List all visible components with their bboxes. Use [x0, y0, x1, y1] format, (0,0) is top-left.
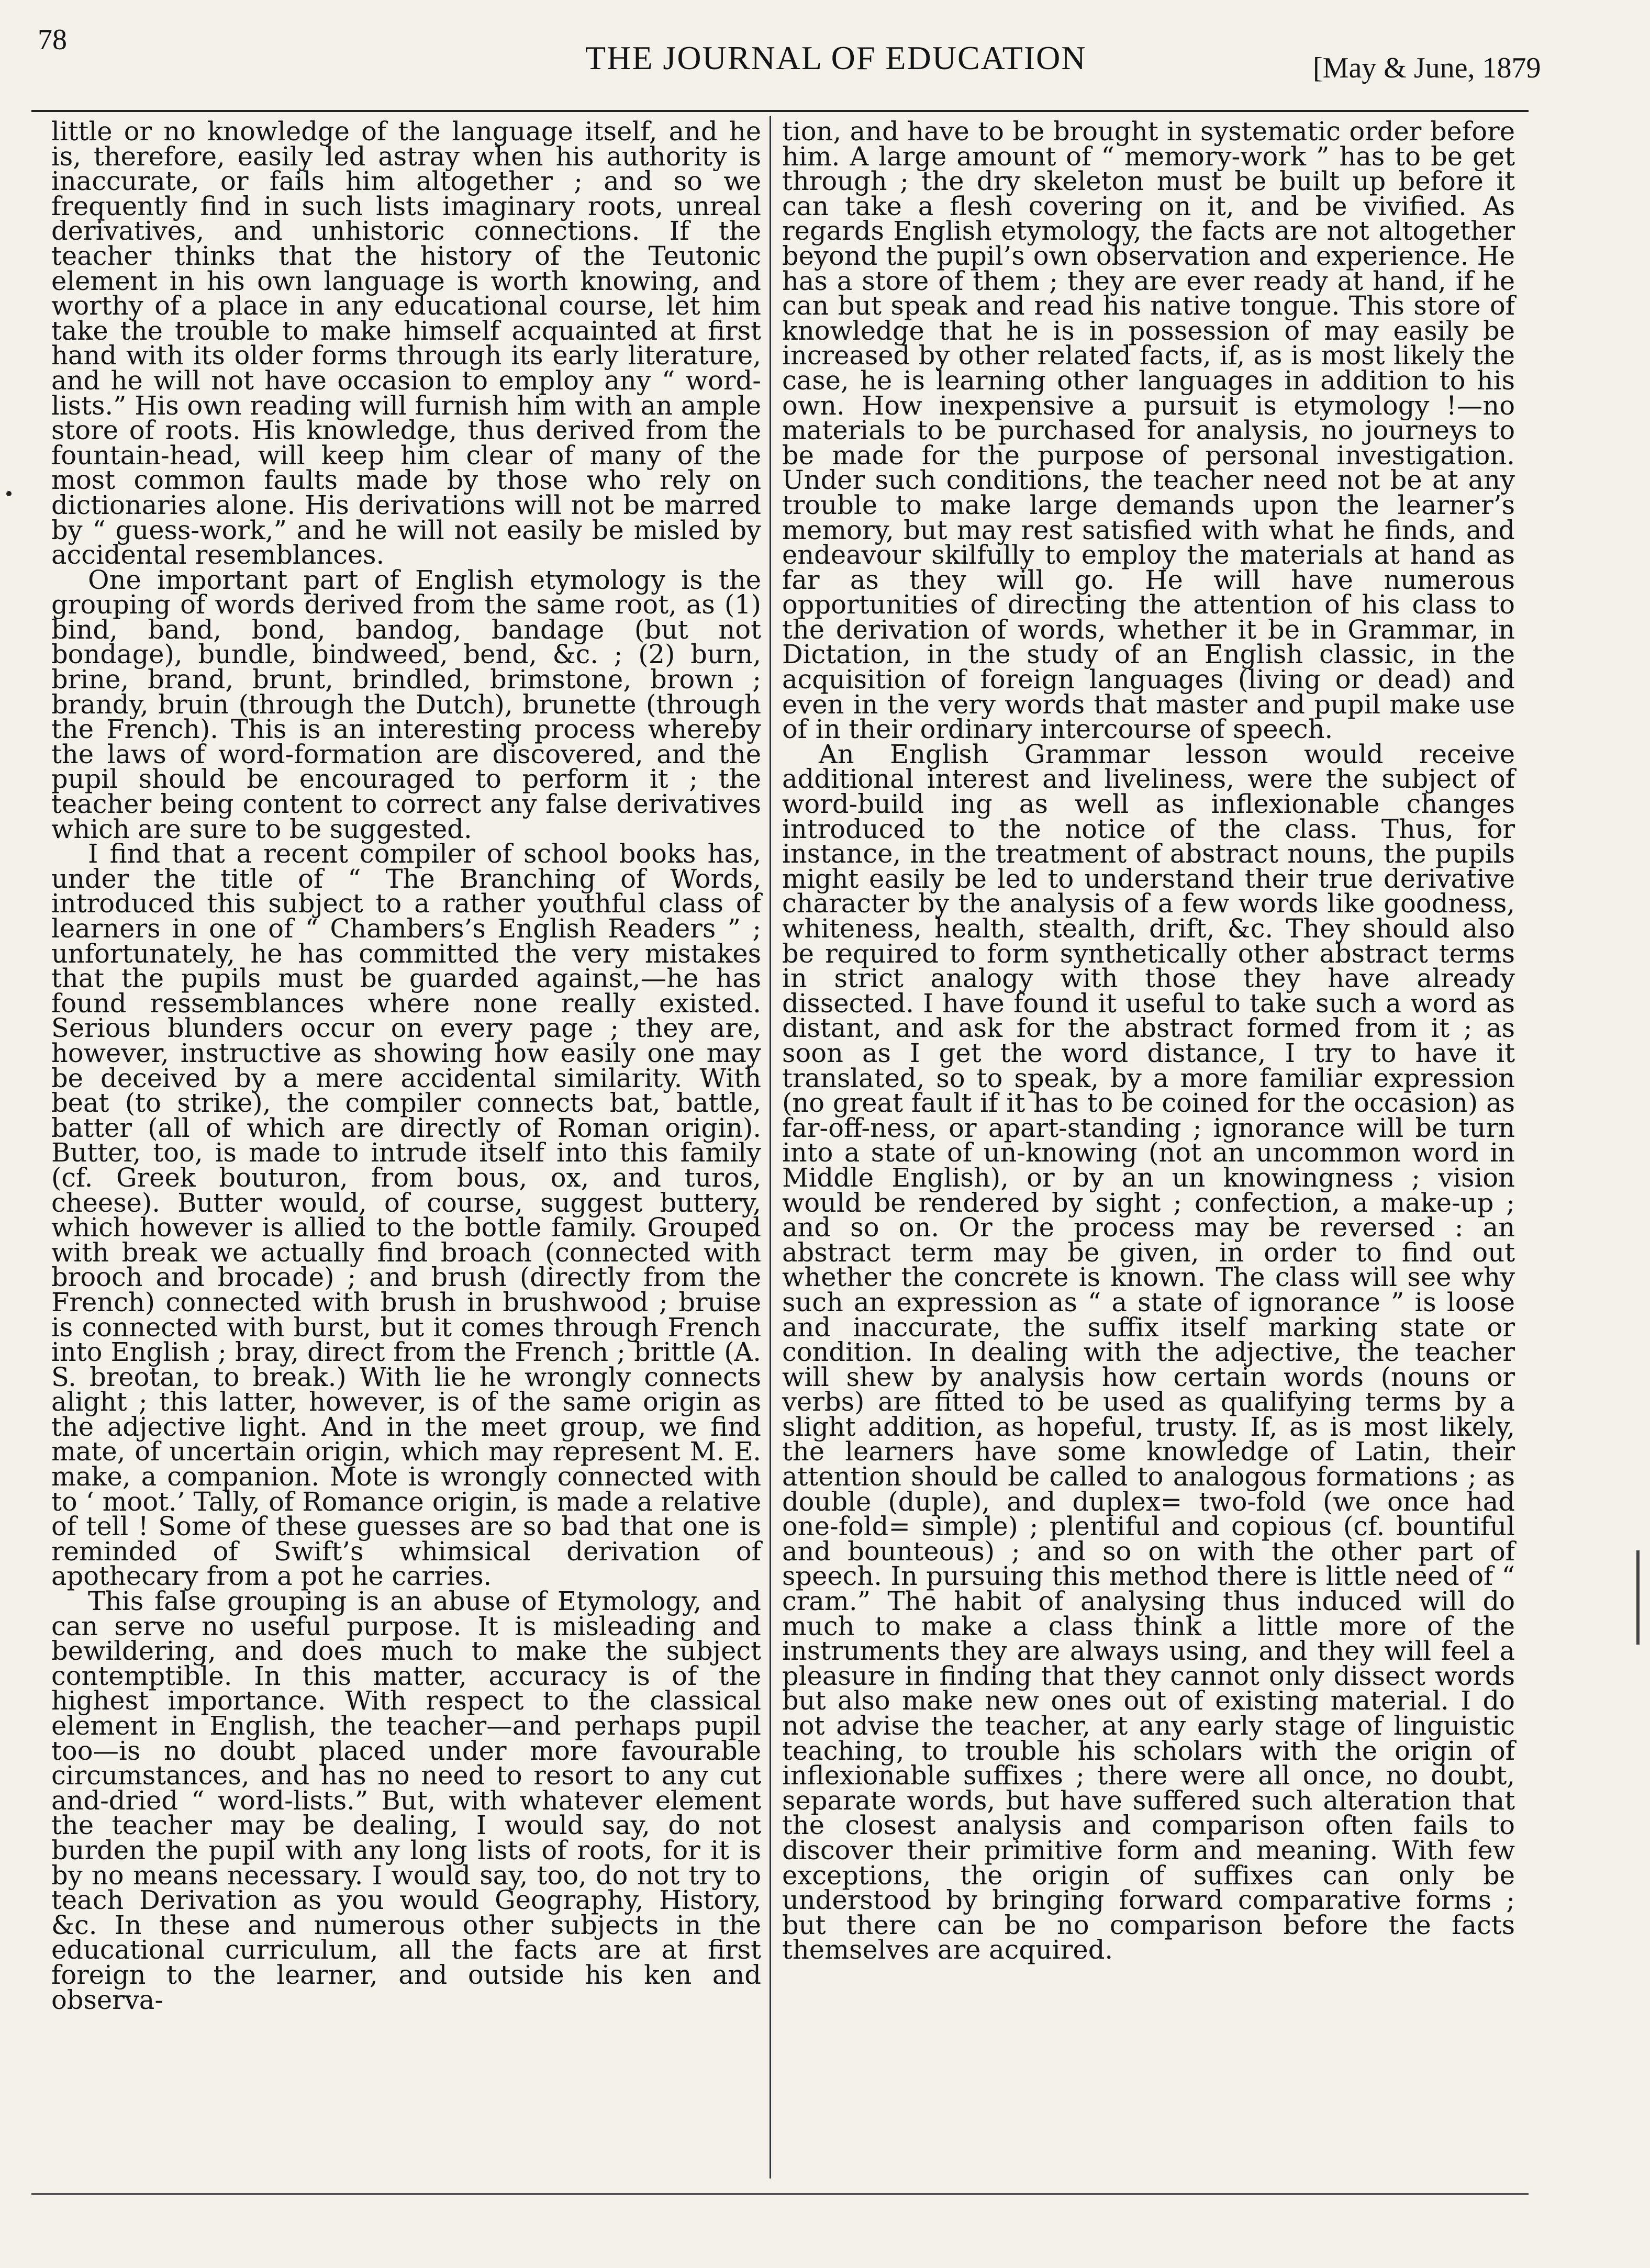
- right-paragraph-1: tion, and have to be brought in systematic order before him. A large amount of “ memory-work ” has to be get through ; the dry skeleton must be built up before it can take a flesh covering on it, and be vivified. As regards English etymology, the facts are not altogether beyond the pupil’s own observation and experience. He has a store of them ; they are ever ready at hand, if he can but speak and read his native tongue. This store of knowledge that he is in possession of may easily be increased by other related facts, if, as is most likely the case, he is learning other languages in addition to his own. How inexpensive a pursuit is etymology !—no materials to be purchased for analysis, no journeys to be made for the purpose of personal investigation. Under such conditions, the teacher need not be at any trouble to make large demands upon the learner’s memory, but may rest satisfied with what he finds, and endeavour skilfully to employ the materials at hand as far as they will go. He will have numerous opportunities of directing the attention of his class to the derivation of words, whether it be in Grammar, in Dictation, in the study of an English classic, in the acquisition of foreign languages (living or dead) and even in the very words that master and pupil make use of in their ordinary intercourse of speech.: [782, 116, 1515, 745]
- left-column: [51, 116, 761, 2015]
- column-divider: [770, 116, 771, 2178]
- left-paragraph-1: little or no knowledge of the language itself, and he is, therefore, easily led astray when his authority is inaccurate, or fails him altogether ; and so we frequently find in such lists imaginary roots, unreal derivatives, and unhistoric connections. If the teacher thinks that the history of the Teutonic element in his own language is worth knowing, and worthy of a place in any educational course, let him take the trouble to make himself acquainted at first hand with its older forms through its early literature, and he will not have occasion to employ any “ word-lists.” His own reading will furnish him with an ample store of roots. His knowledge, thus derived from the fountain-head, will keep him clear of many of the most common faults made by those who rely on dictionaries alone. His derivations will not be marred by “ guess-work,” and he will not easily be misled by accidental resemblances.: [51, 116, 761, 571]
- journal-title: THE JOURNAL OF EDUCATION: [585, 39, 1087, 76]
- right-column: [782, 116, 1515, 1965]
- page-number: 78: [38, 24, 67, 56]
- left-paragraph-2: One important part of English etymology is the grouping of words derived from the same root, as (1) bind, band, bond, bandog, bandage (but not bondage), bundle, bindweed, bend, &c. ; (2) burn, brine, brand, brunt, brindled, brimstone, brown ; brandy, bruin (through the Dutch), brunette (through the French). This is an interesting process whereby the laws of word-formation are discovered, and the pupil should be encouraged to perform it ; the teacher being content to correct any false derivatives which are sure to be suggested.: [51, 564, 761, 844]
- left-paragraph-3: I find that a recent compiler of school books has, under the title of “ The Branching of Words, introduced this subject to a rather youthful class of learners in one of “ Chambers’s English Readers ” ; unfortunately, he has committed the very mistakes that the pupils must be guarded against,—he has found ressemblances where none really existed. Serious blunders occur on every page ; they are, however, instructive as showing how easily one may be deceived by a mere accidental similarity. With beat (to strike), the compiler connects bat, battle, batter (all of which are directly of Roman origin). Butter, too, is made to intrude itself into this family (cf. Greek bouturon, from bous, ox, and turos, cheese). Butter would, of course, suggest buttery, which however is allied to the bottle family. Grouped with break we actually find broach (connected with brooch and brocade) ; and brush (directly from the French) connected with brush in brushwood ; bruise is connected with burst, but it comes through French into English ; bray, direct from the French ; brittle (A. S. breotan, to break.) With lie he wrongly connects alight ; this latter, however, is of the same origin as the adjective light. And in the meet group, we find mate, of uncertain origin, which may represent M. E. make, a companion. Mote is wrongly connected with to ‘ moot.’ Tally, of Romance origin, is made a relative of tell ! Some of these guesses are so bad that one is reminded of Swift’s whimsical derivation of apothecary from a pot he carries.: [51, 839, 761, 1592]
- margin-dot: [6, 491, 12, 496]
- left-paragraph-4: This false grouping is an abuse of Etymology, and can serve no useful purpose. It is misleading and bewildering, and does much to make the subject contemptible. In this matter, accuracy is of the highest importance. With respect to the classical element in English, the teacher—and perhaps pupil too—is no doubt placed under more favourable circumstances, and has no need to resort to any cut and-dried “ word-lists.” But, with whatever element the teacher may be dealing, I would say, do not burden the pupil with any long lists of roots, for it is by no means necessary. I would say, too, do not try to teach Derivation as you would Geography, History, &c. In these and numerous other subjects in the educational curriculum, all the facts are at first foreign to the learner, and outside his ken and observa-: [51, 1586, 761, 2015]
- header-rule: [31, 110, 1529, 112]
- page-edge-mark: [1636, 1550, 1640, 1645]
- right-paragraph-2: An English Grammar lesson would receive additional interest and liveliness, were the subject of word-build ing as well as inflexionable changes introduced to the notice of the class. Thus, for instance, in the treatment of abstract nouns, the pupils might easily be led to understand their true derivative character by the analysis of a few words like goodness, whiteness, health, stealth, drift, &c. They should also be required to form synthetically other abstract terms in strict analogy with those they have already dissected. I have found it useful to take such a word as distant, and ask for the abstract formed from it ; as soon as I get the word distance, I try to have it translated, so to speak, by a more familiar expression (no great fault if it has to be coined for the occasion) as far-off-ness, or apart-standing ; ignorance will be turn into a state of un-knowing (not an uncommon word in Middle English), or by an un knowingness ; vision would be rendered by sight ; confection, a make-up ; and so on. Or the process may be reversed : an abstract term may be given, in order to find out whether the concrete is known. The class will see why such an expression as “ a state of ignorance ” is loose and inaccurate, the suffix itself marking state or condition. In dealing with the adjective, the teacher will shew by analysis how certain words (nouns or verbs) are fitted to be used as qualifying terms by a slight addition, as hopeful, trusty. If, as is most likely, the learners have some knowledge of Latin, their attention should be called to analogous formations ; as double (duple), and duplex= two-fold (we once had one-fold= simple) ; plentiful and copious (cf. bountiful and bounteous) ; and so on with the other part of speech. In pursuing this method there is little need of “ cram.” The habit of analysing thus induced will do much to make a class think a little more of the instruments they are always using, and they will feel a pleasure in finding that they cannot only dissect words but also make new ones out of existing material. I do not advise the teacher, at any early stage of linguistic teaching, to trouble his scholars with the origin of inflexionable suffixes ; there were all once, no doubt, separate words, but have suffered such alteration that the closest analysis and comparison often fails to discover their primitive form and meaning. With few exceptions, the origin of suffixes can only be understood by bringing forward comparative forms ; but there can be no comparison before the facts themselves are acquired.: [782, 739, 1515, 1965]
- issue-date: [May & June, 1879: [1313, 52, 1541, 84]
- bottom-rule: [31, 2193, 1529, 2195]
